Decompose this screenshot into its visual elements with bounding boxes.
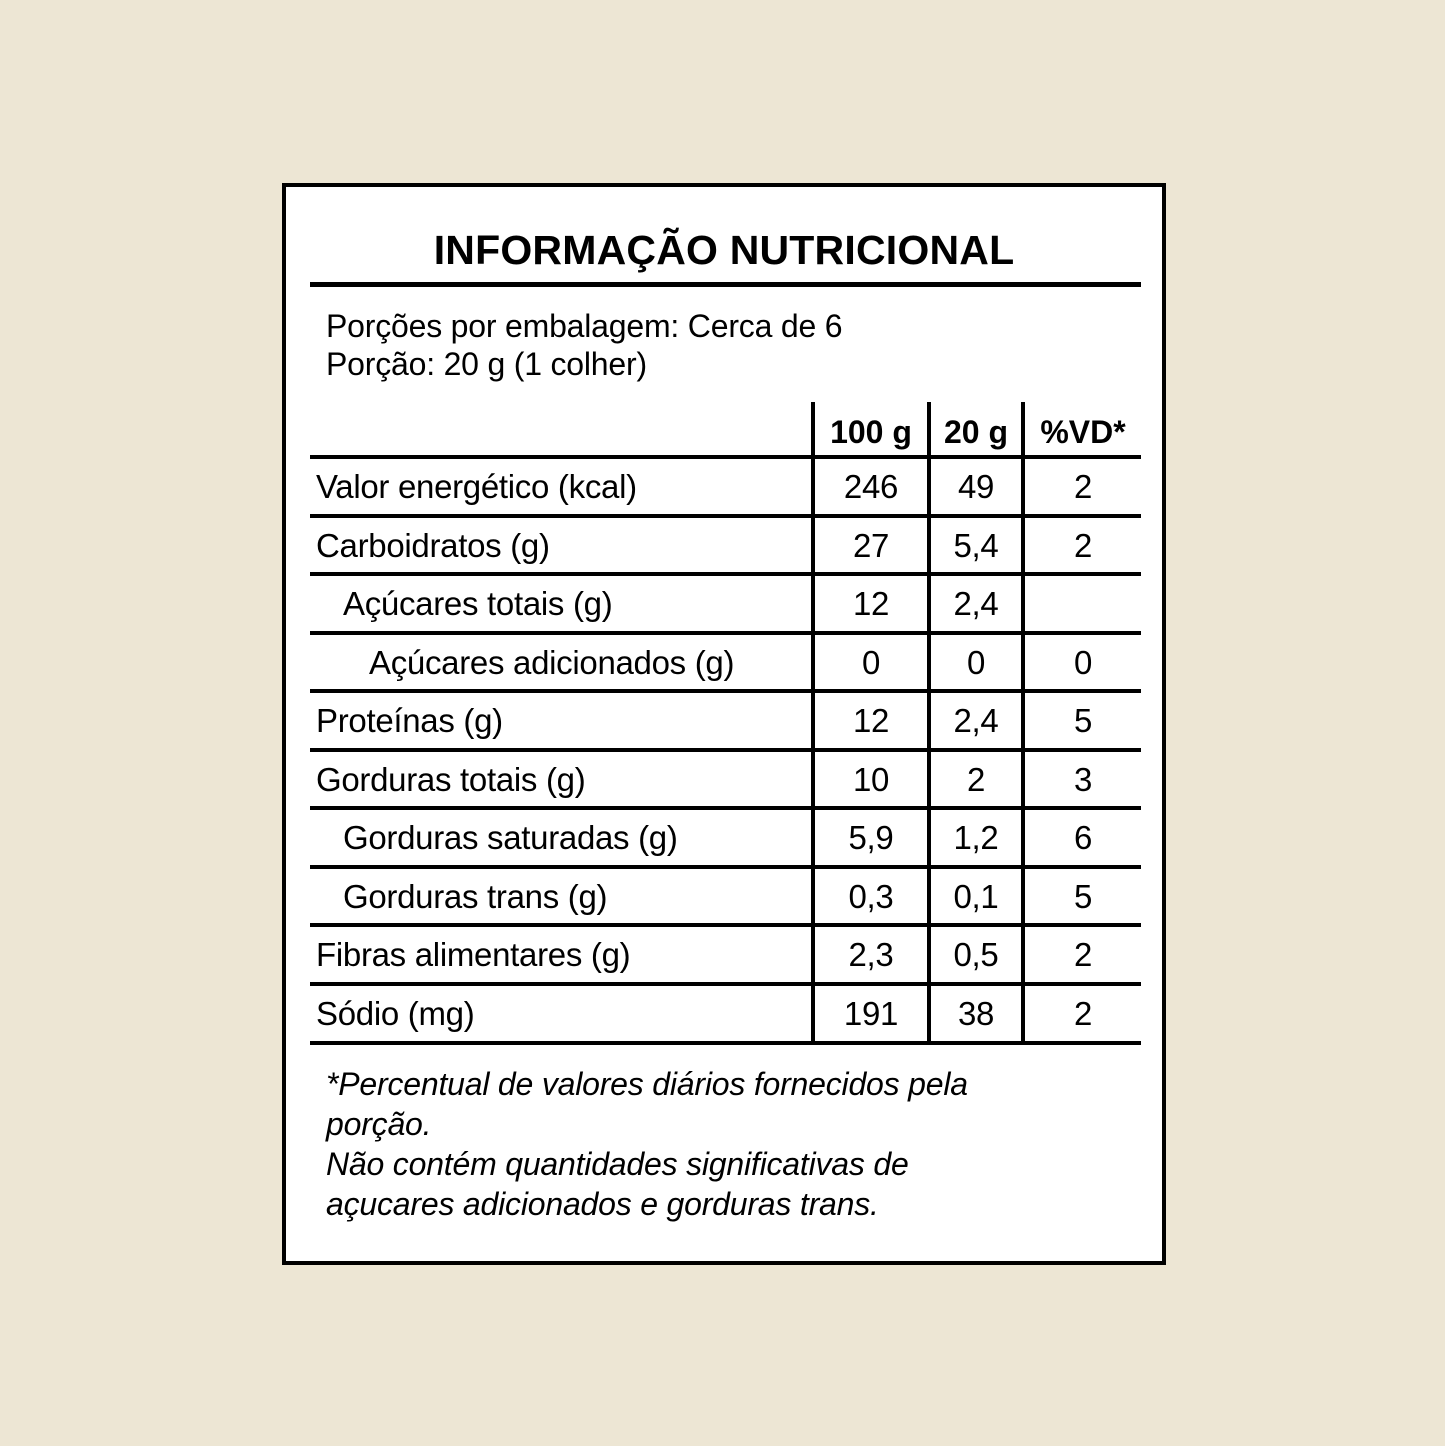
value-daily-percent: 2 (1073, 995, 1093, 1032)
nutrient-name: Sódio (mg) (316, 995, 475, 1032)
value-per-100g: 0,3 (848, 878, 894, 915)
nutrient-name: Gorduras saturadas (g) (343, 819, 678, 856)
value-per-100g: 10 (852, 761, 890, 798)
servings-per-package: Porções por embalagem: Cerca de 6 (326, 308, 843, 344)
nutrient-name: Carboidratos (g) (316, 527, 550, 564)
value-daily-percent: 5 (1073, 702, 1093, 739)
nutrient-name: Valor energético (kcal) (316, 468, 637, 505)
table-row (310, 693, 1141, 748)
value-daily-percent: 2 (1073, 936, 1093, 973)
nutrient-name: Gorduras totais (g) (316, 761, 586, 798)
value-daily-percent: 6 (1073, 819, 1093, 856)
value-daily-percent (1025, 576, 1141, 631)
nutrient-name: Gorduras trans (g) (343, 878, 608, 915)
nutrient-name: Açúcares totais (g) (343, 585, 613, 622)
value-per-100g: 5,9 (848, 819, 894, 856)
footnote-line: Não contém quantidades significativas de (326, 1146, 909, 1182)
value-per-portion: 0,1 (953, 878, 999, 915)
value-per-100g: 0 (861, 644, 881, 681)
nutrition-facts-label (282, 183, 1166, 1265)
table-row (310, 635, 1141, 690)
value-per-portion: 2,4 (953, 585, 999, 622)
table-row (310, 810, 1141, 865)
row-rule (310, 1041, 1141, 1045)
table-row (310, 576, 1141, 631)
value-daily-percent: 2 (1073, 468, 1093, 505)
label-title: INFORMAÇÃO NUTRICIONAL (433, 227, 1015, 273)
value-daily-percent: 5 (1073, 878, 1093, 915)
value-daily-percent: 2 (1073, 527, 1093, 564)
value-per-portion: 2,4 (953, 702, 999, 739)
nutrient-name: Açúcares adicionados (g) (369, 644, 735, 681)
value-per-portion: 1,2 (953, 819, 999, 856)
table-row (310, 927, 1141, 982)
value-per-portion: 0,5 (953, 936, 999, 973)
value-per-100g: 246 (843, 468, 899, 505)
value-per-portion: 0 (966, 644, 986, 681)
table-row (310, 869, 1141, 924)
footnote-line: *Percentual de valores diários fornecidos pela (326, 1066, 968, 1102)
value-per-portion: 2 (966, 761, 986, 798)
value-per-100g: 12 (852, 585, 890, 622)
column-header-daily-value: %VD* (1040, 414, 1126, 450)
value-per-100g: 2,3 (848, 936, 894, 973)
column-header-portion: 20 g (943, 414, 1009, 450)
footnote-line: porção. (326, 1106, 432, 1142)
value-daily-percent: 3 (1073, 761, 1093, 798)
value-per-100g: 27 (852, 527, 890, 564)
table-row (310, 459, 1141, 514)
footnote-line: açucares adicionados e gorduras trans. (326, 1186, 879, 1222)
value-per-portion: 49 (957, 468, 995, 505)
value-per-portion: 5,4 (953, 527, 999, 564)
table-row (310, 986, 1141, 1041)
value-daily-percent: 0 (1073, 644, 1093, 681)
table-row (310, 752, 1141, 807)
serving-size: Porção: 20 g (1 colher) (326, 346, 647, 382)
value-per-portion: 38 (957, 995, 995, 1032)
value-per-100g: 191 (843, 995, 899, 1032)
table-row (310, 518, 1141, 573)
value-per-100g: 12 (852, 702, 890, 739)
title-rule (310, 282, 1141, 287)
nutrient-name: Fibras alimentares (g) (316, 936, 631, 973)
column-header-100g: 100 g (830, 414, 912, 450)
nutrient-name: Proteínas (g) (316, 702, 503, 739)
